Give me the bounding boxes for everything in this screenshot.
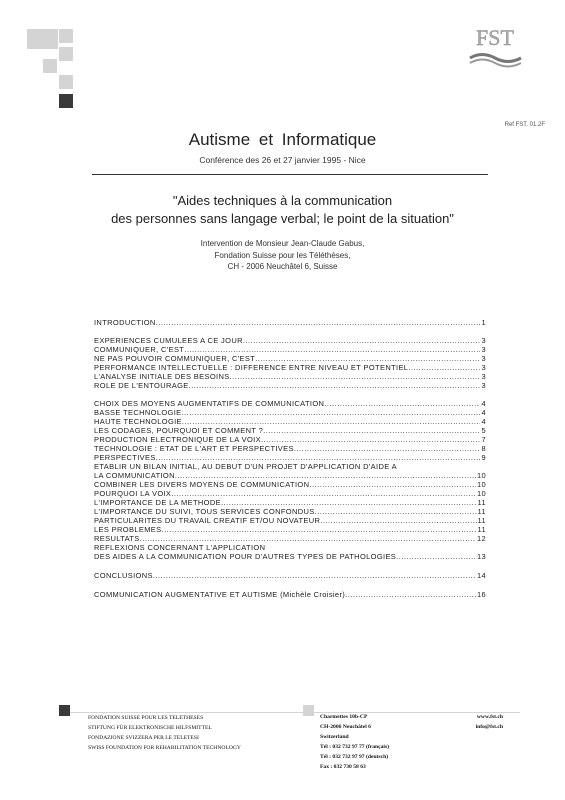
postal-address: [320, 712, 389, 772]
toc-entry[interactable]: POURQUOI LA VOIX ..... 10: [94, 489, 486, 498]
document-reference: Ref FST. 01.2F: [504, 122, 545, 128]
toc-entry-continued[interactable]: REFLEXIONS CONCERNANT L'APPLICATION: [94, 543, 266, 552]
toc-entry[interactable]: LES CODAGES, POURQUOI ET COMMENT ? ..... 5: [94, 426, 486, 435]
toc-entry[interactable]: L'ANALYSE INITIALE DES BESOINS ..... 3: [94, 372, 486, 381]
foundation-names: [88, 713, 241, 753]
decor-square: [59, 29, 73, 43]
toc-entry[interactable]: CONCLUSIONS ..... 14: [94, 571, 486, 580]
speaker-line: CH - 2006 Neuchâtel 6, Suisse: [227, 262, 338, 271]
footer-square: [59, 705, 70, 716]
toc-entry[interactable]: LES PROBLEMES ..... 11: [94, 525, 486, 534]
decor-square: [43, 59, 57, 73]
lecture-title-line: "Aides techniques à la communication: [172, 193, 393, 208]
table-of-contents: [94, 318, 486, 599]
conference-subtitle: Conférence des 26 et 27 janvier 1995 - Nice: [199, 155, 366, 165]
phone-line: Tél : 032 732 97 77 (français): [320, 744, 389, 750]
lecture-title-line: des personnes sans langage verbal; le point de la situation": [111, 211, 454, 226]
toc-entry[interactable]: PARTICULARITES DU TRAVAIL CREATIF ET/OU NOVATEUR ..... 11: [94, 516, 486, 525]
toc-entry[interactable]: HAUTE TECHNOLOGIE ..... 4: [94, 417, 486, 426]
toc-entry[interactable]: L'IMPORTANCE DE LA METHODE ..... 11: [94, 498, 486, 507]
speaker-line: Intervention de Monsieur Jean-Claude Gabus,: [200, 239, 365, 248]
toc-entry[interactable]: PERFORMANCE INTELLECTUELLE : DIFFERENCE ENTRE NIVEAU ET POTENTIEL ..... 3: [94, 363, 486, 372]
foundation-name: STIFTUNG FÜR ELEKTRONISCHE HILFSMITTEL: [88, 725, 212, 731]
web-contact: [476, 712, 503, 732]
address-line: Charmettes 10b-CP: [320, 714, 368, 720]
toc-entry[interactable]: PERSPECTIVES ..... 9: [94, 453, 486, 462]
email-link[interactable]: info@fst.ch: [475, 724, 503, 730]
speaker-line: Fondation Suisse pour les Téléthèses,: [214, 250, 351, 260]
toc-entry[interactable]: RESULTATS ..... 12: [94, 534, 486, 543]
logo-text: FST: [476, 25, 514, 50]
foundation-name: SWISS FOUNDATION FOR REHABILITATION TECHNOLOGY: [88, 745, 241, 751]
phone-line: Tél : 032 732 97 97 (deutsch): [320, 754, 389, 760]
fax-line: Fax : 032 730 58 63: [320, 764, 366, 770]
title-divider: [92, 174, 488, 175]
toc-entry[interactable]: COMMUNICATION AUGMENTATIVE ET AUTISME (Michèle Croisier) ..... 16: [94, 590, 486, 599]
toc-entry[interactable]: CHOIX DES MOYENS AUGMENTATIFS DE COMMUNICATION ..... 4: [94, 399, 486, 408]
toc-entry[interactable]: TECHNOLOGIE : ETAT DE L'ART ET PERSPECTIVES ..... 8: [94, 444, 486, 453]
toc-entry[interactable]: PRODUCTION ELECTRONIQUE DE LA VOIX ..... 7: [94, 435, 486, 444]
toc-entry[interactable]: ROLE DE L'ENTOURAGE ..... 3: [94, 381, 486, 390]
decor-square: [59, 94, 73, 108]
decor-square: [59, 47, 73, 61]
address-line: Switzerland: [320, 734, 349, 740]
toc-entry[interactable]: DES AIDES A LA COMMUNICATION POUR D'AUTRES TYPES DE PATHOLOGIES ..... 13: [94, 552, 486, 561]
fst-logo: [468, 25, 523, 69]
foundation-name: FONDAZIONE SVIZZERA PER LE TELETESI: [88, 735, 199, 741]
toc-entry[interactable]: INTRODUCTION ..... 1: [94, 318, 486, 327]
page-title: Autisme et Informatique: [188, 130, 377, 149]
speaker-info: [0, 238, 565, 273]
foundation-name: FONDATION SUISSE POUR LES TELETHESES: [88, 715, 204, 721]
decor-square: [59, 75, 73, 89]
toc-entry[interactable]: BASSE TECHNOLOGIE ..... 4: [94, 408, 486, 417]
decor-square: [27, 29, 58, 49]
toc-entry[interactable]: COMBINER LES DIVERS MOYENS DE COMMUNICATION ..... 10: [94, 480, 486, 489]
website-link[interactable]: www.fst.ch: [476, 714, 503, 720]
toc-entry[interactable]: L'IMPORTANCE DU SUIVI, TOUS SERVICES CONFONDUS ..... 11: [94, 507, 486, 516]
footer-square: [303, 705, 314, 716]
toc-entry-continued[interactable]: ETABLIR UN BILAN INITIAL, AU DEBUT D'UN PROJET D'APPLICATION D'AIDE A: [94, 462, 397, 471]
toc-entry[interactable]: LA COMMUNICATION ..... 10: [94, 471, 486, 480]
lecture-title: [0, 192, 565, 228]
toc-entry[interactable]: NE PAS POUVOIR COMMUNIQUER, C'EST ..... 3: [94, 354, 486, 363]
toc-entry[interactable]: COMMUNIQUER, C'EST ..... 3: [94, 345, 486, 354]
toc-entry[interactable]: EXPERIENCES CUMULEES A CE JOUR ..... 3: [94, 336, 486, 345]
address-line: CH-2006 Neuchâtel 6: [320, 724, 371, 730]
